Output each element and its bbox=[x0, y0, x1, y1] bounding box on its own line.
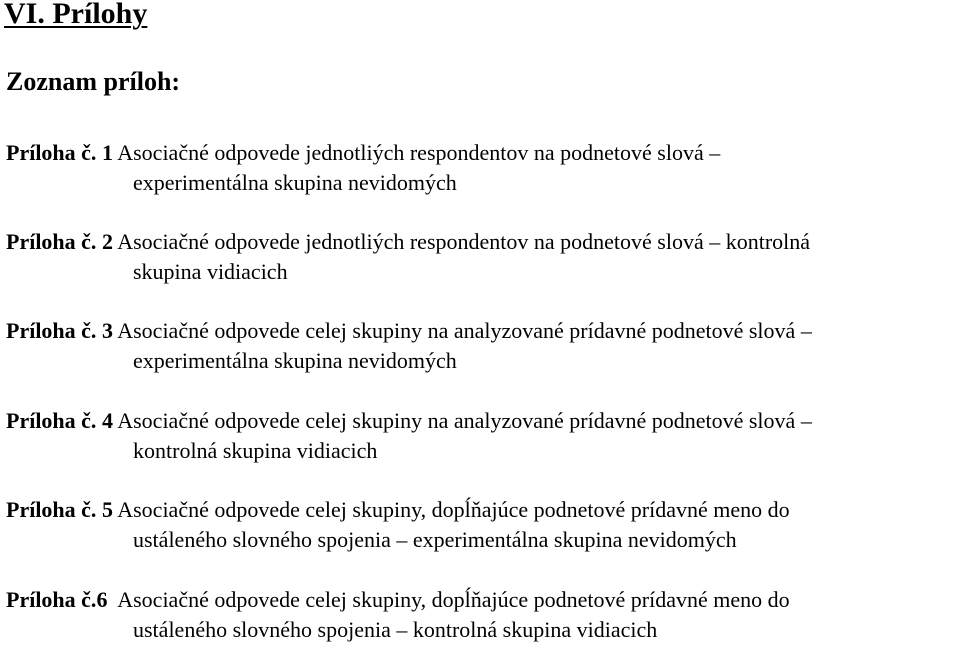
appendix-item-5 bbox=[6, 495, 956, 555]
appendix-item-6 bbox=[6, 585, 956, 645]
appendix-item-2 bbox=[6, 227, 956, 287]
appendix-item-first-line bbox=[6, 138, 956, 168]
appendix-title: Asociačné odpovede celej skupiny, dopĺňajúce podnetové prídavné meno do bbox=[112, 497, 790, 522]
appendix-label: Príloha č. bbox=[6, 587, 97, 612]
appendix-title-continuation: skupina vidiacich bbox=[133, 259, 288, 284]
appendix-title-continuation: kontrolná skupina vidiacich bbox=[133, 438, 378, 463]
appendix-title: Asociačné odpovede jednotliých respondentov na podnetové slová – kontrolná bbox=[112, 229, 811, 254]
appendix-number: 5 bbox=[96, 497, 113, 522]
appendix-item-first-line bbox=[6, 227, 956, 257]
appendix-label: Príloha č. bbox=[6, 497, 97, 522]
appendix-number: 1 bbox=[96, 140, 113, 165]
appendix-title: Asociačné odpovede jednotliých respondentov na podnetové slová – bbox=[112, 140, 721, 165]
appendix-item-first-line bbox=[6, 495, 956, 525]
appendix-item-first-line bbox=[6, 316, 956, 346]
section-heading: VI. Prílohy bbox=[4, 0, 148, 30]
appendix-title-continuation: experimentálna skupina nevidomých bbox=[133, 348, 457, 373]
appendix-number: 6 bbox=[96, 587, 108, 612]
appendix-number: 2 bbox=[96, 229, 113, 254]
appendix-item-3 bbox=[6, 316, 956, 376]
appendix-title: Asociačné odpovede celej skupiny na analyzované prídavné podnetové slová – bbox=[112, 318, 812, 343]
appendix-title: Asociačné odpovede celej skupiny na analyzované prídavné podnetové slová – bbox=[112, 408, 812, 433]
appendix-label: Príloha č. bbox=[6, 318, 97, 343]
appendix-item-4 bbox=[6, 406, 956, 466]
appendix-title-continuation: ustáleného slovného spojenia – experimentálna skupina nevidomých bbox=[133, 527, 737, 552]
appendix-label: Príloha č. bbox=[6, 229, 97, 254]
appendix-title-continuation: experimentálna skupina nevidomých bbox=[133, 170, 457, 195]
appendix-item-first-line bbox=[6, 406, 956, 436]
appendix-number: 3 bbox=[96, 318, 113, 343]
appendix-item-first-line bbox=[6, 585, 956, 615]
appendix-item-1 bbox=[6, 138, 956, 198]
appendix-title: Asociačné odpovede celej skupiny, dopĺňajúce podnetové prídavné meno do bbox=[107, 587, 790, 612]
list-heading: Zoznam príloh: bbox=[6, 67, 181, 96]
appendix-label: Príloha č. bbox=[6, 408, 97, 433]
appendix-number: 4 bbox=[96, 408, 113, 433]
appendix-label: Príloha č. bbox=[6, 140, 97, 165]
appendix-title-continuation: ustáleného slovného spojenia – kontrolná skupina vidiacich bbox=[133, 617, 658, 642]
